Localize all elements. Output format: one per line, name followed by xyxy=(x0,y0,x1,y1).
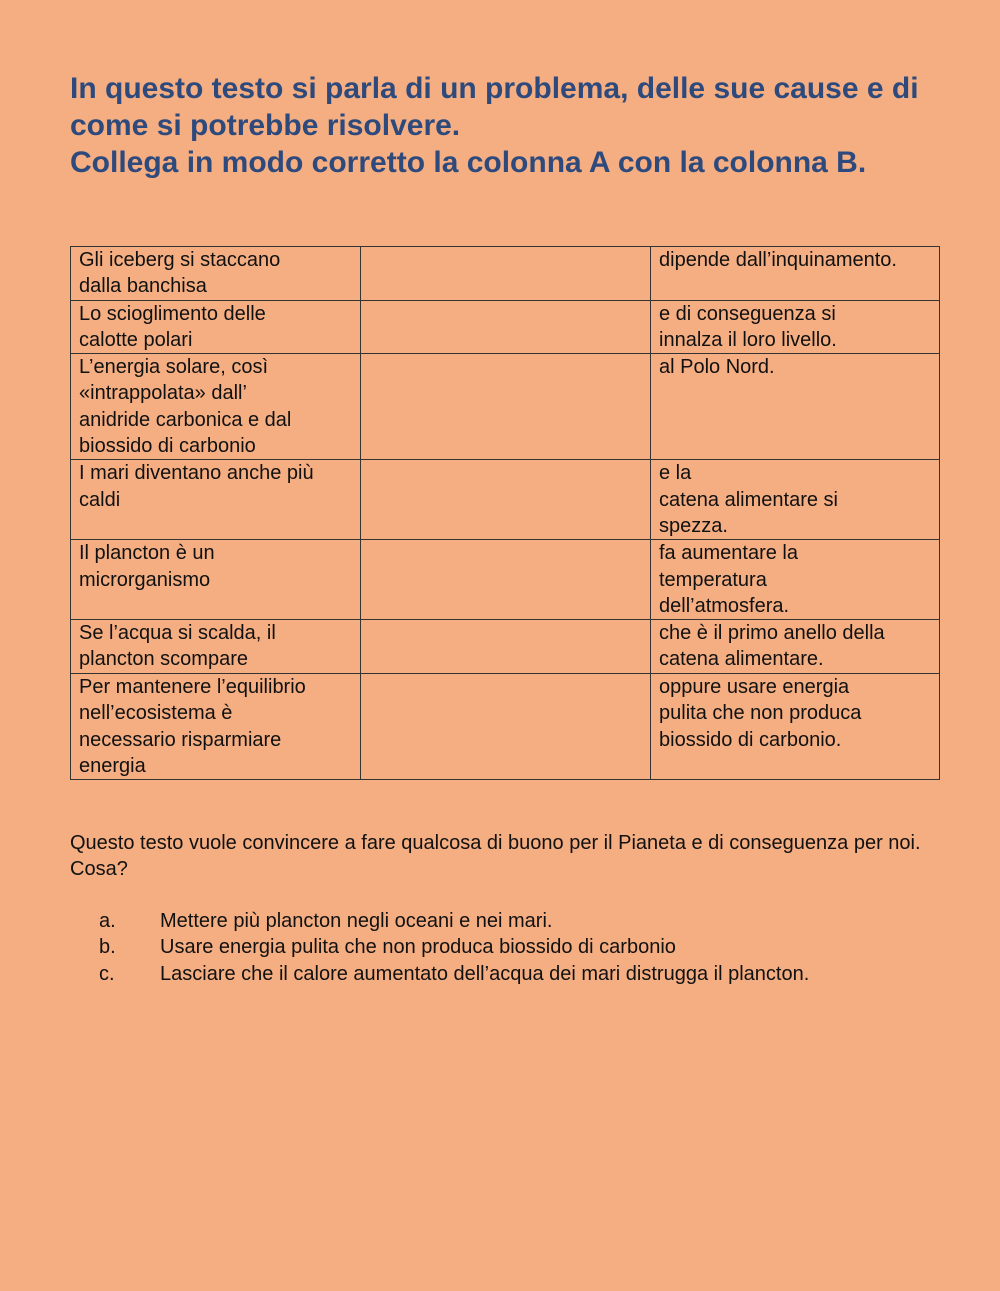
option-text: Mettere più plancton negli oceani e nei mari. xyxy=(160,910,553,932)
drop-zone-cell[interactable] xyxy=(361,620,651,674)
column-a-cell: Lo scioglimento delle calotte polari xyxy=(71,300,361,354)
answer-options xyxy=(70,908,970,987)
column-b-cell[interactable]: fa aumentare la temperatura dell’atmosfera. xyxy=(651,540,940,620)
column-b-cell[interactable]: e di conseguenza si innalza il loro livello. xyxy=(651,300,940,354)
answer-option[interactable] xyxy=(70,934,970,960)
instructions-heading xyxy=(70,70,970,181)
heading-line-3: Collega in modo corretto la colonna A con la colonna B. xyxy=(70,146,867,179)
table-row xyxy=(71,300,940,354)
table-row xyxy=(71,674,940,780)
drop-zone-cell[interactable] xyxy=(361,300,651,354)
answer-option[interactable] xyxy=(70,961,970,987)
option-text: Lasciare che il calore aumentato dell’acqua dei mari distrugga il plancton. xyxy=(160,962,810,985)
heading-line-1: In questo testo si parla di un problema, delle sue cause e di xyxy=(70,72,919,105)
option-letter: a. xyxy=(99,910,116,932)
table-row xyxy=(71,540,940,620)
table-row xyxy=(71,460,940,540)
option-letter: c. xyxy=(99,962,115,985)
table-row xyxy=(71,620,940,674)
column-a-cell: Il plancton è un microrganismo xyxy=(71,540,361,620)
column-a-cell: Se l’acqua si scalda, il plancton scompare xyxy=(71,620,361,674)
drop-zone-cell[interactable] xyxy=(361,247,651,301)
matching-table xyxy=(70,246,940,780)
column-b-cell[interactable]: che è il primo anello della catena alimentare. xyxy=(651,620,940,674)
drop-zone-cell[interactable] xyxy=(361,540,651,620)
question-text: Questo testo vuole convincere a fare qualcosa di buono per il Pianeta e di conseguenza per noi. Cosa? xyxy=(70,832,921,881)
option-letter: b. xyxy=(99,936,116,959)
heading-line-2: come si potrebbe risolvere. xyxy=(70,109,461,142)
column-b-cell[interactable]: al Polo Nord. xyxy=(651,354,940,460)
column-b-cell[interactable]: oppure usare energia pulita che non produca biossido di carbonio. xyxy=(651,674,940,780)
column-a-cell: Per mantenere l’equilibrio nell’ecosistema è necessario risparmiare energia xyxy=(71,674,361,780)
column-a-cell: I mari diventano anche più caldi xyxy=(71,460,361,540)
column-b-cell[interactable]: e la catena alimentare si spezza. xyxy=(651,460,940,540)
answer-option[interactable] xyxy=(70,908,970,934)
table-row xyxy=(71,247,940,301)
drop-zone-cell[interactable] xyxy=(361,674,651,780)
option-text: Usare energia pulita che non produca biossido di carbonio xyxy=(160,936,676,959)
table-row xyxy=(71,354,940,460)
column-a-cell: Gli iceberg si staccano dalla banchisa xyxy=(71,247,361,301)
drop-zone-cell[interactable] xyxy=(361,460,651,540)
column-a-cell: L’energia solare, così «intrappolata» dall’ anidride carbonica e dal biossido di carbonio xyxy=(71,354,361,460)
drop-zone-cell[interactable] xyxy=(361,354,651,460)
column-b-cell[interactable]: dipende dall’inquinamento. xyxy=(651,247,940,301)
